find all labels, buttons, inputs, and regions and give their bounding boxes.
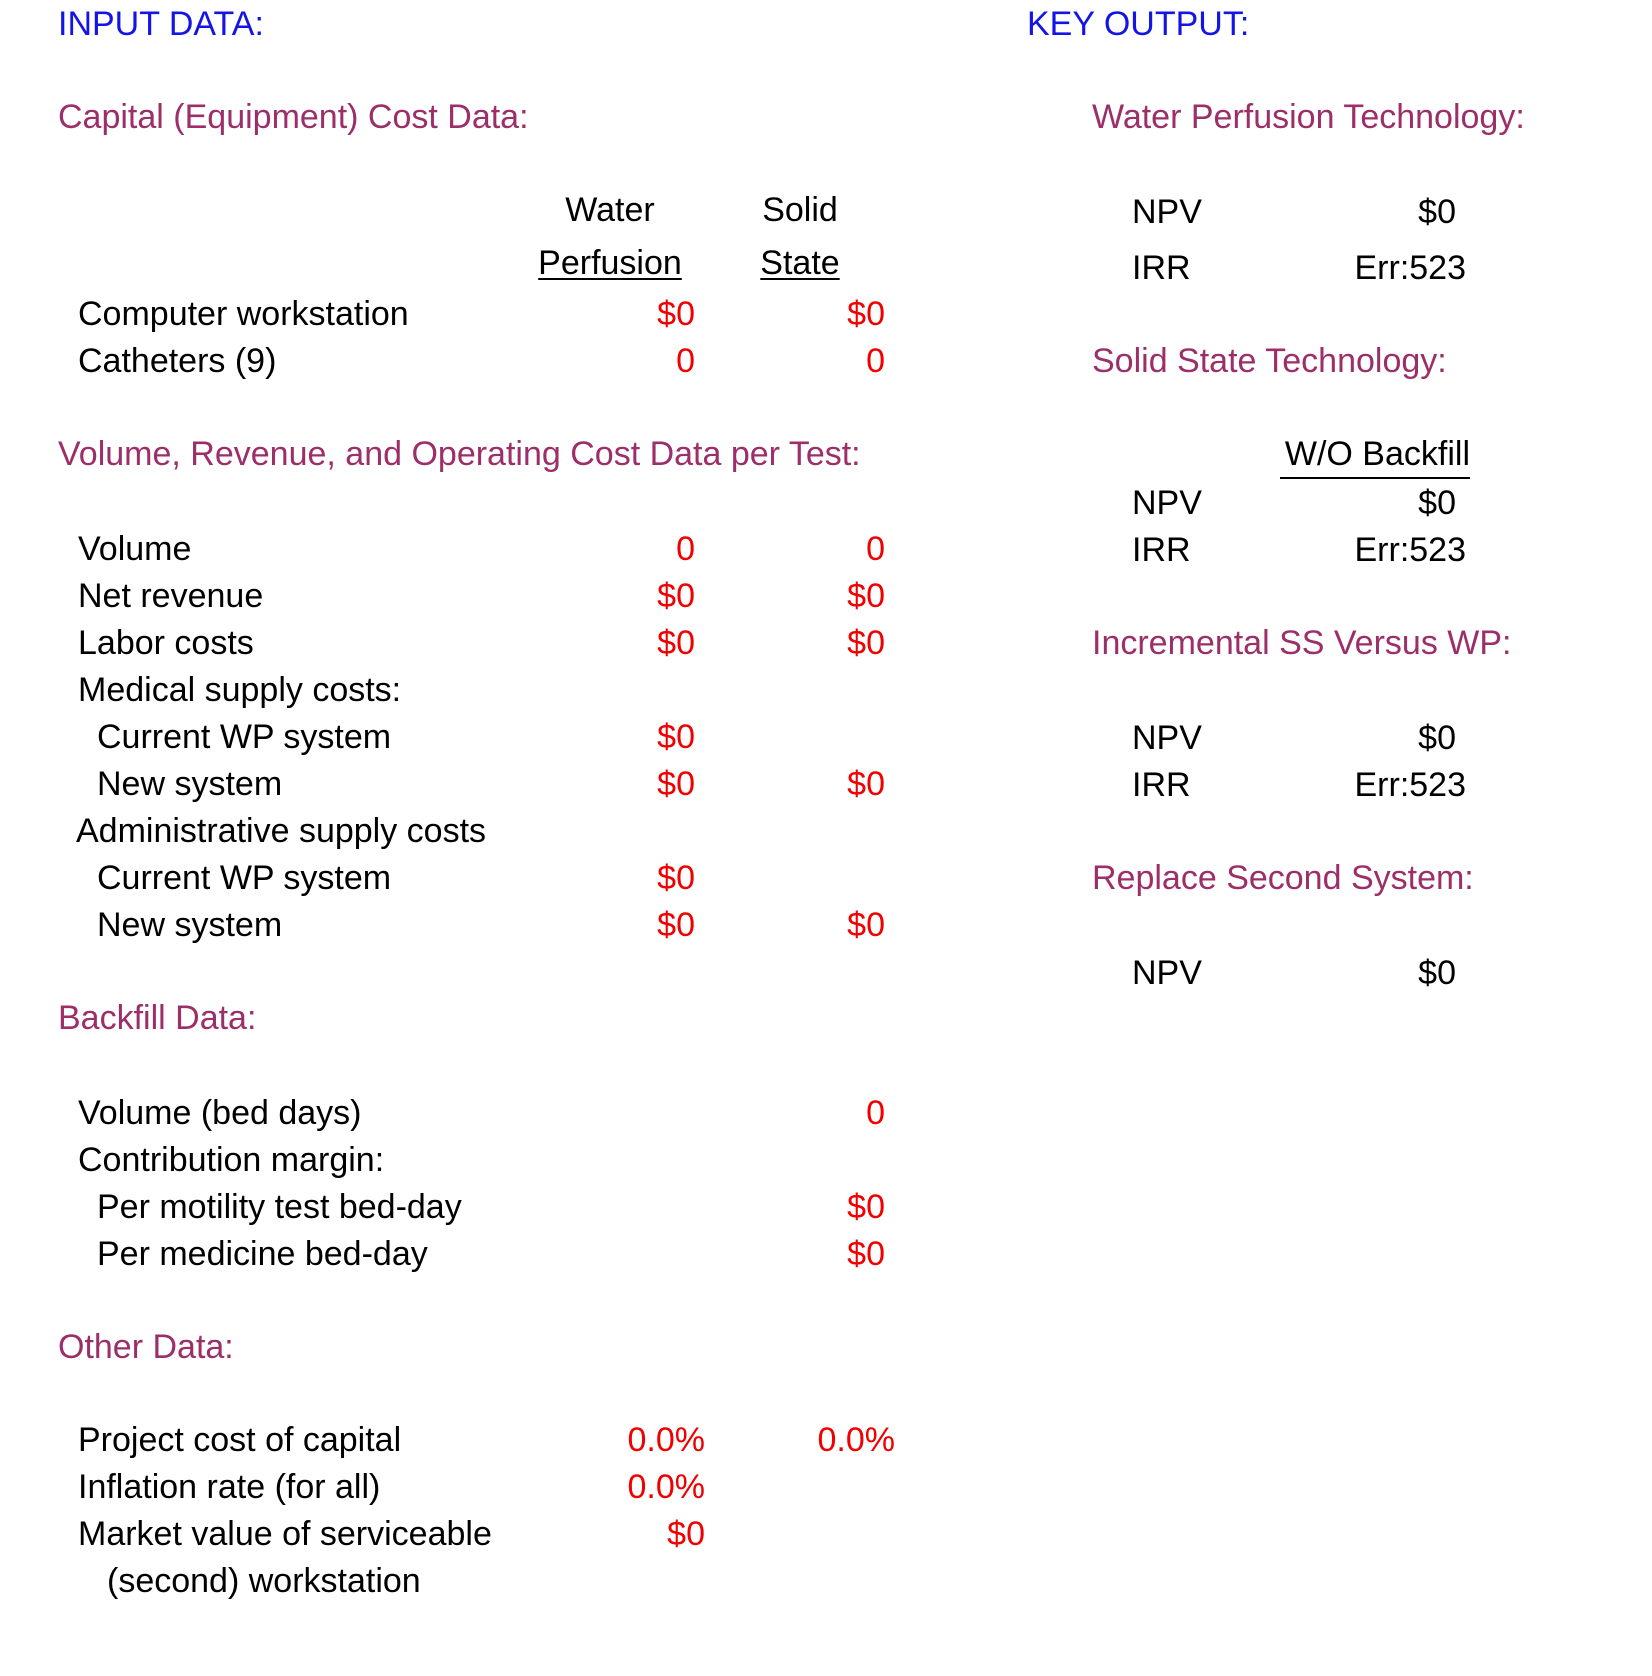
solid-npv-label: NPV: [1132, 484, 1202, 522]
solid-npv-value: $0: [1418, 484, 1456, 522]
row-label: Net revenue: [78, 577, 264, 615]
water-irr-value: Err:523: [1354, 249, 1466, 287]
col-header-perfusion-text: Perfusion: [538, 244, 682, 282]
backfill-section-title: Backfill Data:: [58, 999, 257, 1037]
row-label: Administrative supply costs: [76, 812, 487, 850]
row-label: Market value of serviceable: [78, 1515, 492, 1553]
row-label: Per medicine bed-day: [97, 1235, 428, 1273]
capital-section-title: Capital (Equipment) Cost Data:: [58, 98, 529, 136]
incremental-npv-label: NPV: [1132, 719, 1202, 757]
ss-value: $0: [847, 906, 885, 944]
water-output-title: Water Perfusion Technology:: [1092, 98, 1525, 136]
solid-irr-value: Err:523: [1354, 531, 1466, 569]
col-header-perfusion: [520, 243, 700, 283]
ss-value: 0: [866, 1094, 885, 1132]
replace-output-title: Replace Second System:: [1092, 859, 1474, 897]
input-data-header: INPUT DATA:: [58, 5, 264, 43]
volume-section-title: Volume, Revenue, and Operating Cost Data per Test:: [58, 435, 861, 473]
row-label: Current WP system: [97, 859, 392, 897]
row-label: Inflation rate (for all): [78, 1468, 381, 1506]
wp-value: $0: [657, 718, 695, 756]
row-label: Current WP system: [97, 718, 392, 756]
col-header-water: Water: [565, 191, 655, 229]
wp-value: $0: [667, 1515, 705, 1553]
ss-value: $0: [847, 1188, 885, 1226]
col-header-state: [710, 243, 890, 283]
row-label: New system: [97, 906, 283, 944]
water-irr-label: IRR: [1132, 249, 1191, 287]
key-output-header: KEY OUTPUT:: [1027, 5, 1250, 43]
other-section-title: Other Data:: [58, 1328, 234, 1366]
row-label: Catheters (9): [78, 342, 277, 380]
col-header-state-text: State: [760, 244, 840, 282]
incremental-irr-value: Err:523: [1354, 766, 1466, 804]
row-label: Contribution margin:: [78, 1141, 385, 1179]
wp-value: 0: [676, 342, 695, 380]
replace-npv-label: NPV: [1132, 954, 1202, 992]
wp-value: $0: [657, 906, 695, 944]
header-rule: [1280, 477, 1470, 479]
replace-npv-value: $0: [1418, 954, 1456, 992]
ss-value: $0: [847, 765, 885, 803]
row-label: Per motility test bed-day: [97, 1188, 462, 1226]
wp-value: $0: [657, 295, 695, 333]
row-label: Medical supply costs:: [78, 671, 402, 709]
col-header-solid: Solid: [762, 191, 838, 229]
row-label: (second) workstation: [107, 1562, 421, 1600]
incremental-irr-label: IRR: [1132, 766, 1191, 804]
ss-value: $0: [847, 624, 885, 662]
ss-value: 0.0%: [817, 1421, 895, 1459]
row-label: Volume (bed days): [78, 1094, 362, 1132]
wp-value: $0: [657, 765, 695, 803]
wp-value: 0.0%: [627, 1421, 705, 1459]
solid-output-title: Solid State Technology:: [1092, 342, 1447, 380]
wo-backfill-header: W/O Backfill: [1284, 435, 1470, 473]
incremental-npv-value: $0: [1418, 719, 1456, 757]
incremental-output-title: Incremental SS Versus WP:: [1092, 624, 1512, 662]
row-label: Computer workstation: [78, 295, 409, 333]
water-npv-value: $0: [1418, 193, 1456, 231]
water-npv-label: NPV: [1132, 193, 1202, 231]
ss-value: $0: [847, 295, 885, 333]
row-label: Volume: [78, 530, 192, 568]
ss-value: $0: [847, 1235, 885, 1273]
wp-value: 0.0%: [627, 1468, 705, 1506]
wp-value: 0: [676, 530, 695, 568]
solid-irr-label: IRR: [1132, 531, 1191, 569]
row-label: Project cost of capital: [78, 1421, 402, 1459]
row-label: Labor costs: [78, 624, 254, 662]
wp-value: $0: [657, 859, 695, 897]
ss-value: 0: [866, 530, 885, 568]
wp-value: $0: [657, 577, 695, 615]
ss-value: 0: [866, 342, 885, 380]
row-label: New system: [97, 765, 283, 803]
wp-value: $0: [657, 624, 695, 662]
ss-value: $0: [847, 577, 885, 615]
